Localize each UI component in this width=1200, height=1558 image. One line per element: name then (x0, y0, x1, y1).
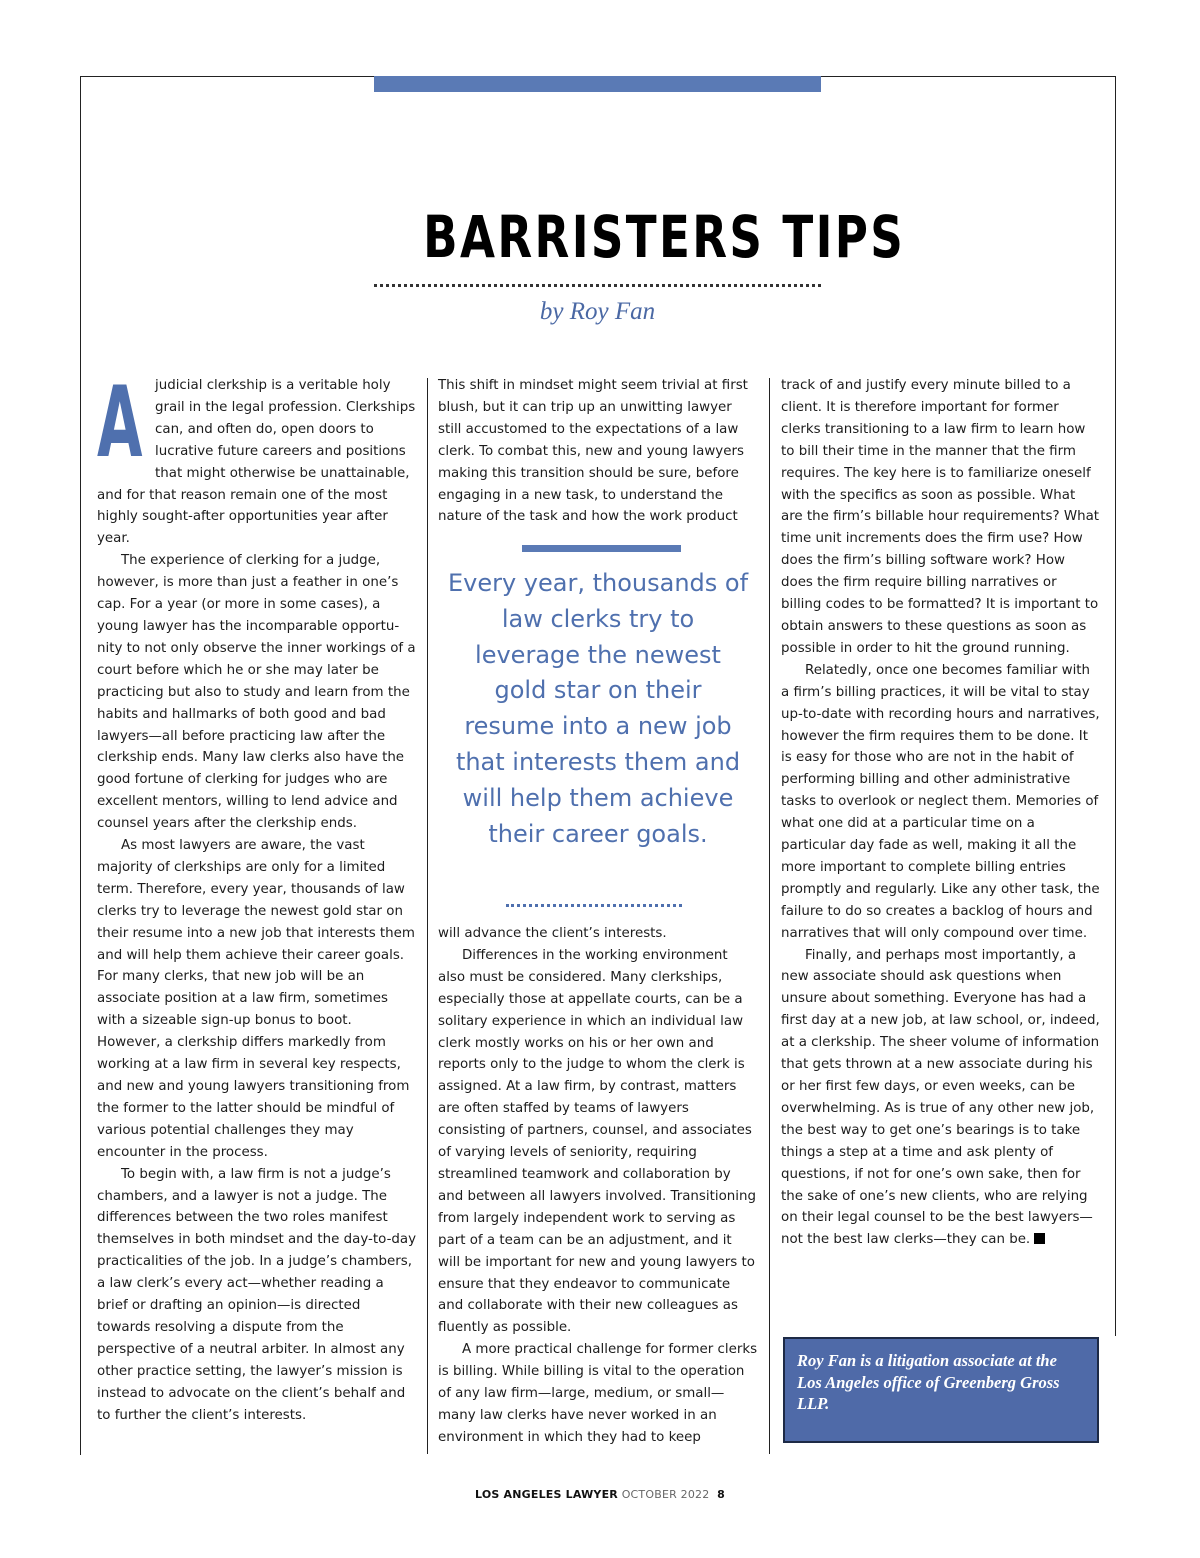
pullquote: Every year, thousands of law clerks try to leverage the newest gold star on their resume into a new job that interests them and will help them achieve their career goals. (447, 569, 749, 848)
author-bio-box (783, 1337, 1099, 1443)
paragraph: A more practical challenge for former clerks is billing. While billing is vital to the operation of any law firm—large, medium, or small—many law clerks have never worked in an environment in which they had to keep (438, 1342, 758, 1445)
paragraph: This shift in mindset might seem trivial at first blush, but it can trip up an unwitting lawyer still accustomed to the expectations of a law clerk. To combat this, new and young lawyers making this transition should be sure, before engaging in a new task, to understand the nature of the task and how the work product (438, 378, 748, 525)
paragraph: Relatedly, once one becomes familiar with a firm’s billing practices, it will be vital to stay up-to-date with recording hours and narratives, however the firm requires them to be done. It is easy for those who are not in the habit of performing billing and other administrative tasks to overlook or neglect them. Memories of what one did at a particular time on a particular day fade as well, making it all the more important to complete billing entries promptly and regularly. Like any other task, the failure to do so creates a backlog of hours and narratives that will only compound over time. (781, 662, 1100, 941)
page-frame-left (80, 76, 81, 1455)
page-frame-right (1115, 76, 1116, 1336)
page-footer (0, 1488, 1200, 1501)
title-dotted-rule (374, 284, 821, 287)
pullquote-dotted-rule (506, 904, 682, 907)
author-bio: Roy Fan is a litigation associate at the Los Angeles office of Greenberg Gross LLP. (797, 1351, 1060, 1413)
article-column-1 (97, 366, 417, 1427)
paragraph (781, 945, 1101, 1252)
footer-issue: OCTOBER 2022 (621, 1488, 710, 1501)
paragraph: Differences in the working environment also must be considered. Many clerkships, especially those at appellate courts, can be a solitary experience in which an individual law clerk mostly works on his or her own and reports only to the judge to whom the clerk is assigned. At a law firm, by contrast, matters are often staffed by teams of lawyers consisting of partners, counsel, and associates of varying levels of seniority, requiring streamlined teamwork and collaboration by and between all lawyers involved. Transitioning from largely independent work to serving as part of a team can be an adjustment, and it will be important for new and young lawyers to ensure that they endeavor to communicate and collaborate with their new colleagues as fluently as possible. (438, 947, 756, 1336)
drop-cap: A (97, 366, 143, 480)
footer-page-number: 8 (717, 1488, 725, 1501)
paragraph: track of and justify every minute billed to a client. It is therefore important for former clerks transitioning to a law firm to learn how to bill their time in the manner that the firm requires. The key here is to familiarize oneself with the specifics as soon as possible. What are the firm’s billable hour requirements? What time unit increments does the firm use? How does the firm’s billing software work? How does the firm require billing narratives or billing codes to be formatted? It is important to obtain answers to these questions as soon as possible in order to hit the ground running. (781, 378, 1100, 656)
article-column-3 (781, 375, 1101, 1251)
end-mark-icon (1034, 1233, 1045, 1244)
column-separator-1 (427, 378, 428, 1454)
pullquote-accent-bar (522, 545, 681, 552)
column-separator-2 (769, 378, 770, 1454)
paragraph-text: Finally, and perhaps most importantly, a new associate should ask questions when unsure about something. Everyone has had a first day at a new job, at law school, or, indeed, at a clerkship. The sheer volume of information that gets thrown at a new associate during his or her first few days, or even weeks, can be overwhelming. As is true of any other new job, the best way to get one’s bearings is to take things a step at a time and ask plenty of questions, if not for one’s own sake, then for the sake of one’s new clients, who are relying on their legal counsel to be the best lawyers—not the best law clerks—they can be. (781, 947, 1100, 1248)
paragraph: To begin with, a law firm is not a judge’s chambers, and a lawyer is not a judge. The differences between the two roles manifest themselves in both mindset and the day-to-day practicalities of the job. In a judge’s chambers, a law clerk’s every act—whether reading a brief or drafting an opinion—is directed towards resolving a dispute from the perspective of a neutral arbiter. In almost any other practice setting, the lawyer’s mission is instead to advocate on the client’s behalf and to further the client’s interests. (97, 1166, 417, 1423)
article-column-2-bottom (438, 923, 758, 1449)
byline: by Roy Fan (539, 298, 656, 325)
paragraph: The experience of clerking for a judge, however, is more than just a feather in one’s cap. For a year (or more in some cases), a young lawyer has the incomparable opportunity to not only observe the inner workings of a court before which he or she may later be practicing but also to study and learn from the habits and hallmarks of both good and bad lawyers—all before practicing law after the clerkship ends. Many law clerks also have the good fortune of clerking for judges who are excellent mentors, willing to lend advice and counsel years after the clerkship ends. (97, 553, 416, 832)
footer-publication: LOS ANGELES LAWYER (475, 1488, 618, 1501)
article-column-2-top (438, 375, 758, 528)
header-accent-bar (374, 76, 821, 92)
paragraph: will advance the client’s interests. (438, 926, 667, 941)
page-title: BARRISTERS TIPS (423, 203, 906, 271)
paragraph: As most lawyers are aware, the vast majority of clerkships are only for a limited term. Therefore, every year, thousands of law clerks try to leverage the newest gold star on their resume into a new job that interests them and will help them achieve their career goals. For many clerks, that new job will be an associate position at a law firm, sometimes with a sizeable sign-up bonus to boot. However, a clerkship differs markedly from working at a law firm in several key respects, and new and young lawyers transitioning from the former to the latter should be mindful of various potential challenges they may encounter in the process. (97, 838, 415, 1160)
paragraph: judicial clerkship is a veritable holy grail in the legal profession. Clerkships can, and often do, open doors to lucrative future careers and positions that might otherwise be unattainable, and for that reason remain one of the most highly sought-after opportunities year after year. (97, 378, 416, 547)
